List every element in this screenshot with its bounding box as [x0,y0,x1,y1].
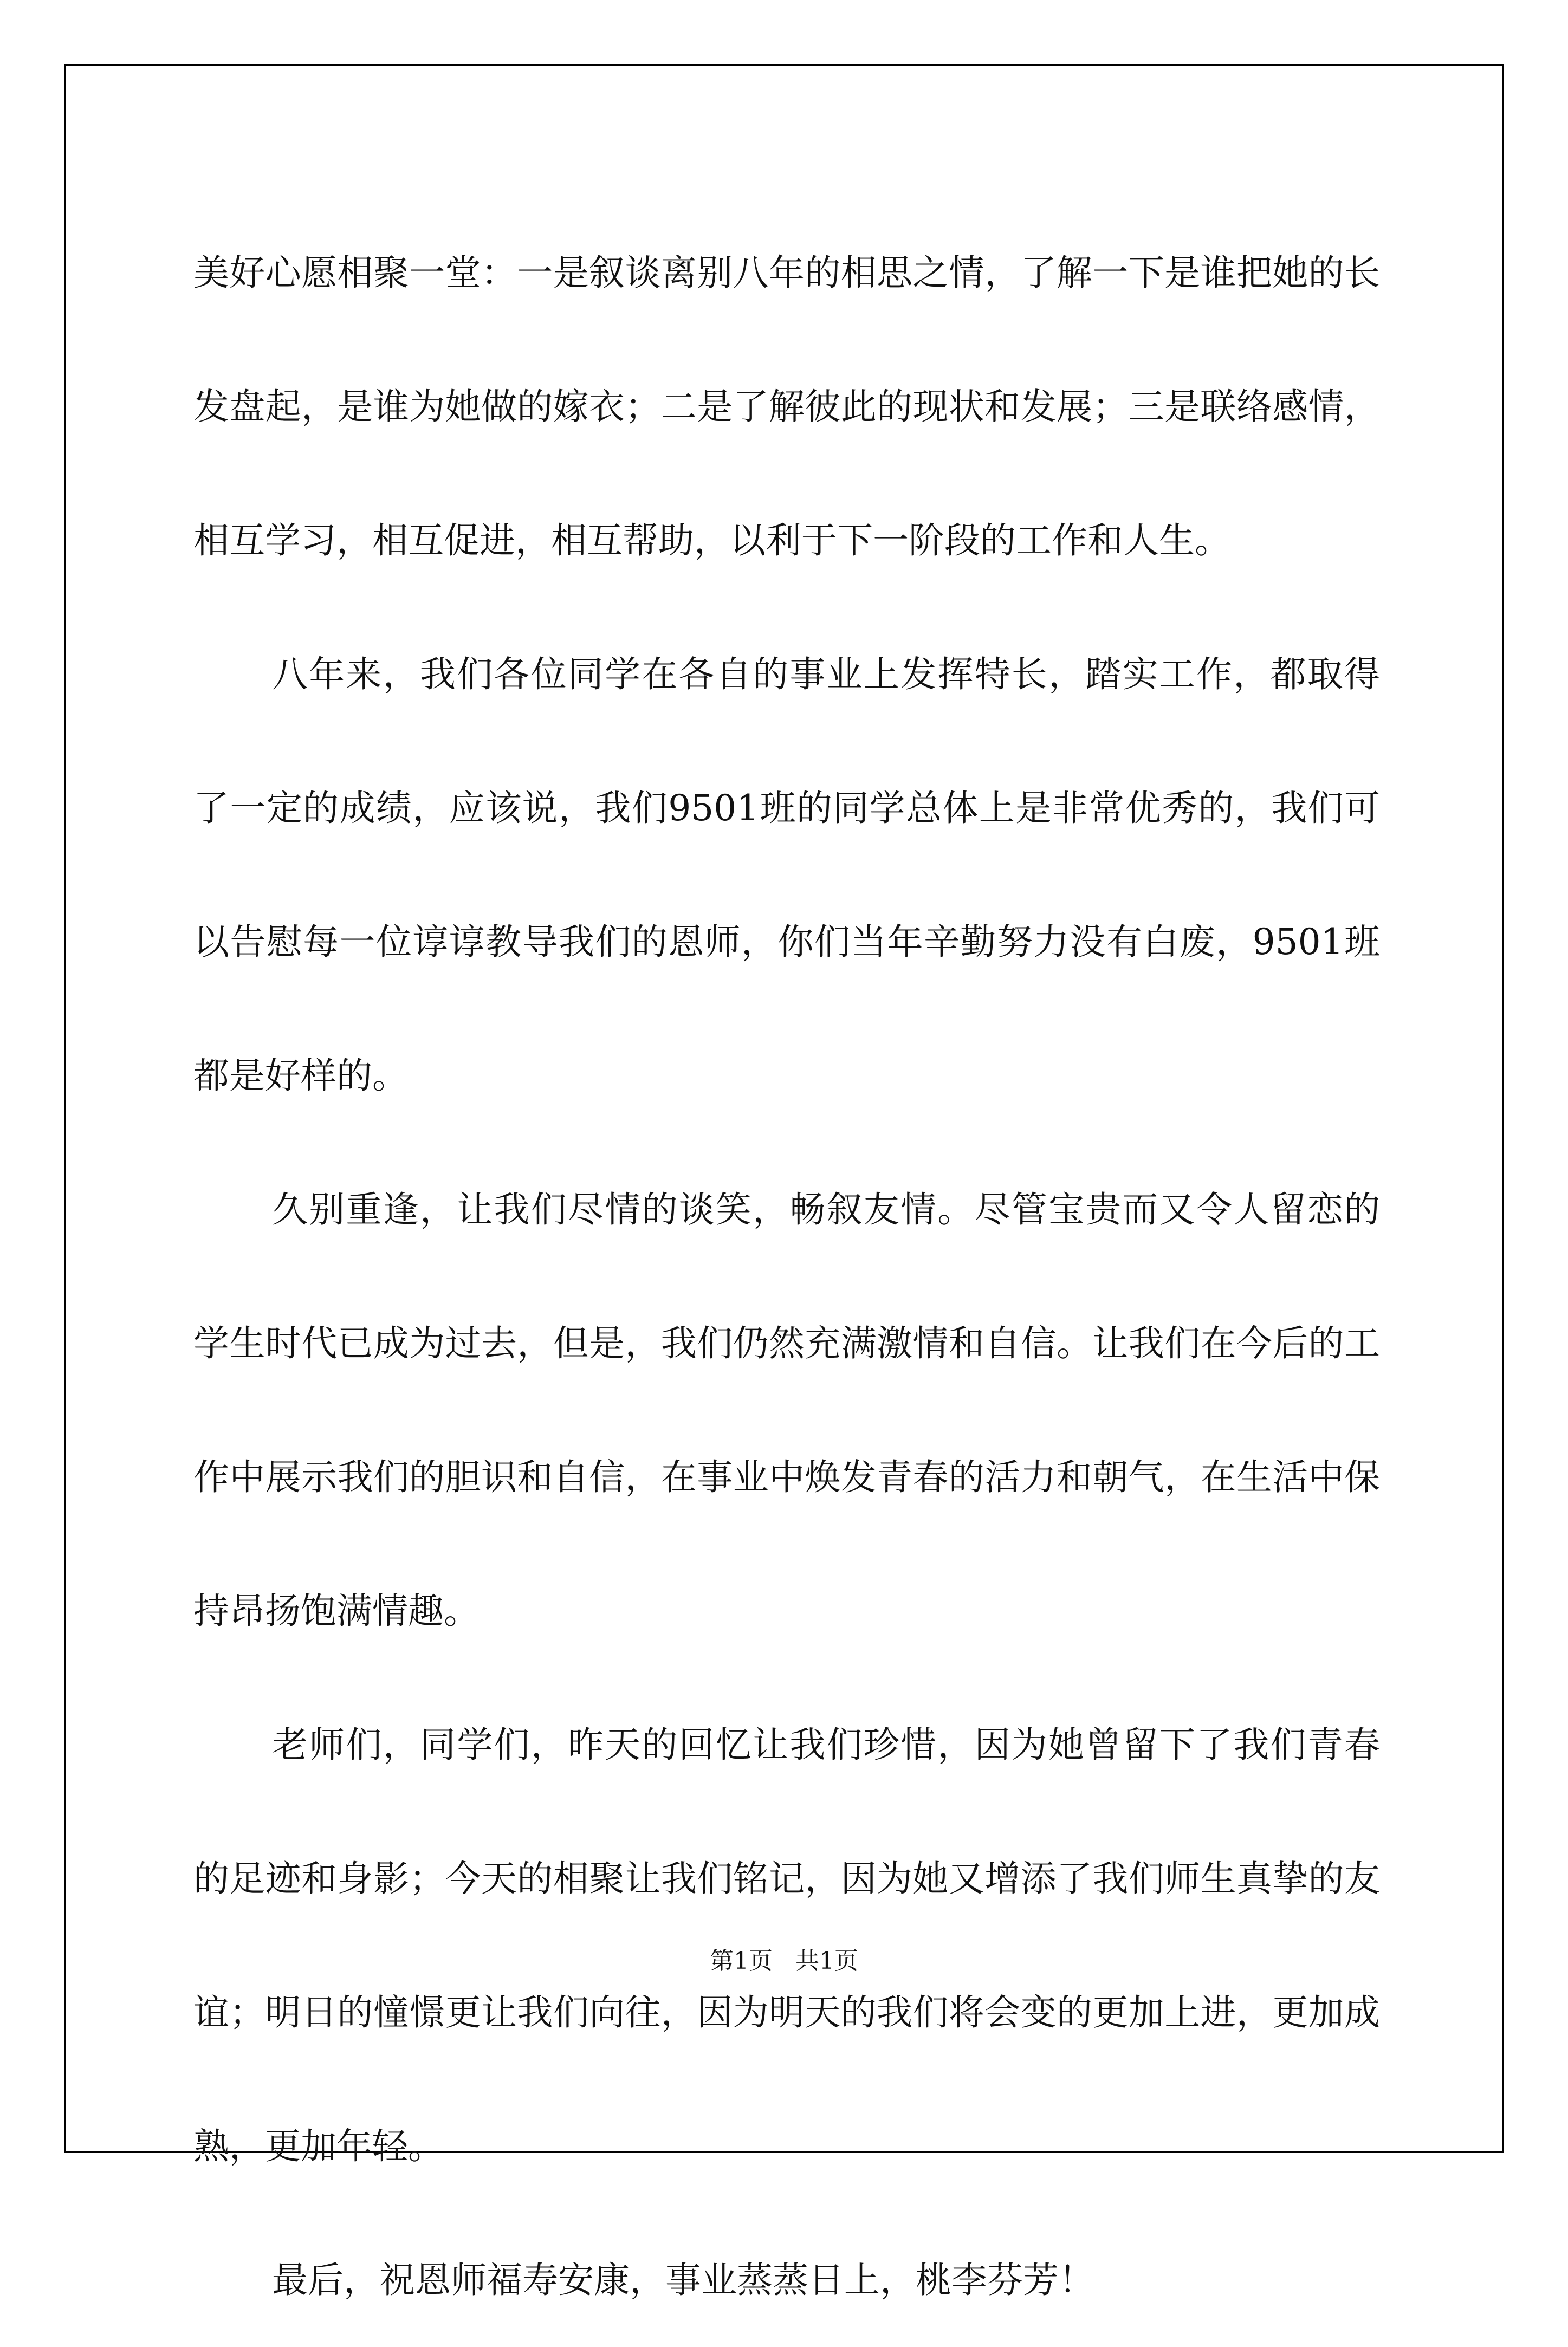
document-body [193,206,1380,2347]
page-footer: 第1页 共1页 [710,1947,858,1975]
paragraph-reunion: 久别重逢，让我们尽情的谈笑，畅叙友情。尽管宝贵而又令人留恋的学生时代已成为过去，但是，我们仍然充满激情和自信。让我们在今后的工作中展示我们的胆识和自信，在事业中焕发青春的活力和朝气，在生活中保持昂扬饱满情趣。 [193,1189,1380,1632]
paragraph-teachers-students: 老师们，同学们，昨天的回忆让我们珍惜，因为她曾留下了我们青春的足迹和身影；今天的相聚让我们铭记，因为她又增添了我们师生真挚的友谊；明日的憧憬更让我们向往，因为明天的我们将会变的更加上进，更加成熟，更加年轻。 [193,1724,1380,2167]
paragraph-closing-wish: 最后，祝恩师福寿安康，事业蒸蒸日上，桃李芬芳！ [272,2259,1094,2301]
paragraph-continuation: 美好心愿相聚一堂：一是叙谈离别八年的相思之情，了解一下是谁把她的长发盘起，是谁为她做的嫁衣；二是了解彼此的现状和发展；三是联络感情，相互学习，相互促进，相互帮助，以利于下一阶段的工作和人生。 [193,252,1380,561]
paragraph-achievements: 八年来，我们各位同学在各自的事业上发挥特长，踏实工作，都取得了一定的成绩，应该说，我们9501班的同学总体上是非常优秀的，我们可以告慰每一位谆谆教导我们的恩师，你们当年辛勤努力没有白废，9501班都是好样的。 [193,653,1380,1097]
